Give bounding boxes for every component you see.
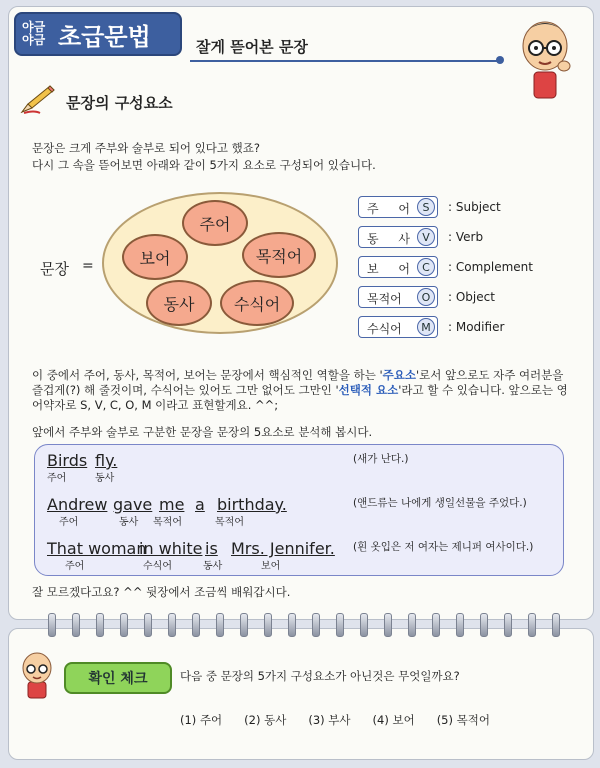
example-tag: 동사	[119, 517, 139, 528]
legend-box	[358, 226, 438, 248]
legend-box	[358, 256, 438, 278]
legend-row-object	[358, 282, 533, 312]
example-tag: 주어	[65, 561, 85, 572]
binder-ring	[288, 613, 296, 637]
example-translation: (앤드류는 나에게 생일선물을 주었다.)	[353, 497, 527, 509]
example-tag: 동사	[203, 561, 223, 572]
legend-desc: : Modifier	[448, 320, 505, 334]
binder-ring	[192, 613, 200, 637]
example-translation: (흰 옷입은 저 여자는 제니퍼 여사이다.)	[353, 541, 534, 553]
check-badge: 확인 체크	[64, 662, 172, 694]
example-tag: 주어	[47, 473, 67, 484]
binder-ring	[144, 613, 152, 637]
key-term-optional: 선택적 요소	[338, 383, 399, 397]
example-tag: 동사	[95, 473, 115, 484]
legend-letter: V	[417, 228, 435, 246]
binder-ring	[120, 613, 128, 637]
quiz-option[interactable]: (1) 주어	[180, 713, 223, 727]
logo-small-text	[22, 21, 54, 47]
example-tag: 주어	[59, 517, 79, 528]
bubble-modifier: 수식어	[220, 280, 294, 326]
legend-letter: O	[417, 288, 435, 306]
logo-small-bottom: 야금	[22, 33, 46, 47]
legend-word: 목적어	[367, 292, 402, 306]
quiz-option[interactable]: (2) 동사	[244, 713, 287, 727]
binder-ring	[480, 613, 488, 637]
logo-small-top: 야금	[22, 20, 46, 34]
legend-row-subject	[358, 192, 533, 222]
example-tag: 수식어	[143, 561, 172, 572]
binder-ring	[312, 613, 320, 637]
example-tag: 보어	[261, 561, 281, 572]
example-word: Andrew	[47, 495, 108, 514]
bubble-subject: 주어	[182, 200, 248, 246]
intro-line-2: 다시 그 속을 뜯어보면 아래와 같이 5가지 요소로 구성되어 있습니다.	[32, 158, 376, 172]
binder-ring	[96, 613, 104, 637]
intro-line-1: 문장은 크게 주부와 술부로 되어 있다고 했죠?	[32, 141, 260, 155]
example-word: a	[195, 495, 205, 514]
legend-letter: S	[417, 198, 435, 216]
legend-word: 주 어	[367, 202, 418, 216]
legend-word: 보 어	[367, 262, 418, 276]
legend-desc: : Complement	[448, 260, 533, 274]
explanation-paragraph	[32, 368, 572, 413]
example-tag: 목적어	[153, 517, 182, 528]
binder-ring	[456, 613, 464, 637]
para-part-2: '로서 앞으로도 자주 여러분을 즐겁게(?) 해 줄것이며, 수식어는 있어도 그만 없어도 그만인 '	[32, 368, 564, 397]
para-part-1: 이 중에서 주어, 동사, 목적어, 보어는 문장에서 핵심적인 역할을 하는 '	[32, 368, 383, 382]
section-title: 문장의 구성요소	[66, 94, 173, 112]
example-tag: 목적어	[215, 517, 244, 528]
legend-box	[358, 286, 438, 308]
intro-text	[32, 140, 572, 174]
app-logo	[14, 12, 182, 56]
title-underline	[190, 60, 500, 62]
page-title: 잘게 뜯어본 문장	[196, 38, 308, 56]
title-underline-dot	[496, 56, 504, 64]
legend-row-modifier	[358, 312, 533, 342]
example-word: Mrs. Jennifer.	[231, 539, 335, 558]
binder-ring	[552, 613, 560, 637]
check-sheet	[8, 628, 594, 760]
binder-ring	[504, 613, 512, 637]
legend-word: 수식어	[367, 322, 402, 336]
binder-ring	[336, 613, 344, 637]
example-word: That woman	[47, 539, 147, 558]
logo-big-text: 초급문법	[58, 22, 151, 51]
bubble-verb: 동사	[146, 280, 212, 326]
binder-ring	[384, 613, 392, 637]
bubble-complement: 보어	[122, 234, 188, 280]
para-part-3: '라고 할 수 있습니다. 앞으로는 영어약자로 S, V, C, O, M 이라고 표현할게요. ^^;	[32, 383, 568, 412]
legend-box	[358, 196, 438, 218]
example-word: Birds	[47, 451, 88, 470]
pencil-icon	[20, 84, 56, 114]
quiz-option[interactable]: (5) 목적어	[436, 713, 490, 727]
example-translation: (새가 난다.)	[353, 453, 409, 465]
binder-rings	[0, 612, 600, 636]
legend-desc: : Verb	[448, 230, 484, 244]
bubble-object: 목적어	[242, 232, 316, 278]
legend-letter: M	[417, 318, 435, 336]
binder-ring	[360, 613, 368, 637]
analysis-intro: 앞에서 주부와 술부로 구분한 문장을 문장의 5요소로 분석해 봅시다.	[32, 425, 373, 439]
legend-box	[358, 316, 438, 338]
binder-ring	[408, 613, 416, 637]
example-word: fly.	[95, 451, 118, 470]
legend-row-complement	[358, 252, 533, 282]
example-word: in white	[139, 539, 203, 558]
example-box	[34, 444, 564, 576]
legend-desc: : Subject	[448, 200, 501, 214]
binder-ring	[216, 613, 224, 637]
binder-ring	[264, 613, 272, 637]
legend-desc: : Object	[448, 290, 495, 304]
quiz-option[interactable]: (4) 보어	[372, 713, 415, 727]
quiz-option[interactable]: (3) 부사	[308, 713, 351, 727]
legend-letter: C	[417, 258, 435, 276]
quiz-options	[180, 712, 490, 728]
binder-ring	[432, 613, 440, 637]
binder-ring	[72, 613, 80, 637]
binder-ring	[48, 613, 56, 637]
quiz-question: 다음 중 문장의 5가지 구성요소가 아닌것은 무엇일까요?	[180, 669, 460, 683]
legend-word: 동 사	[367, 232, 418, 246]
example-word: me	[159, 495, 185, 514]
mascot-icon	[508, 10, 578, 100]
diagram-equals: =	[82, 258, 94, 274]
student-icon	[16, 646, 58, 700]
closing-text: 잘 모르겠다고요? ^^ 뒷장에서 조금씩 배워갑시다.	[32, 585, 291, 599]
legend-row-verb	[358, 222, 533, 252]
diagram-label: 문장	[40, 260, 69, 278]
binder-ring	[240, 613, 248, 637]
example-word: gave	[113, 495, 153, 514]
example-word: is	[205, 539, 218, 558]
binder-ring	[528, 613, 536, 637]
example-word: birthday.	[217, 495, 287, 514]
key-term-main: 주요소	[382, 368, 416, 382]
binder-ring	[168, 613, 176, 637]
legend	[358, 192, 533, 342]
